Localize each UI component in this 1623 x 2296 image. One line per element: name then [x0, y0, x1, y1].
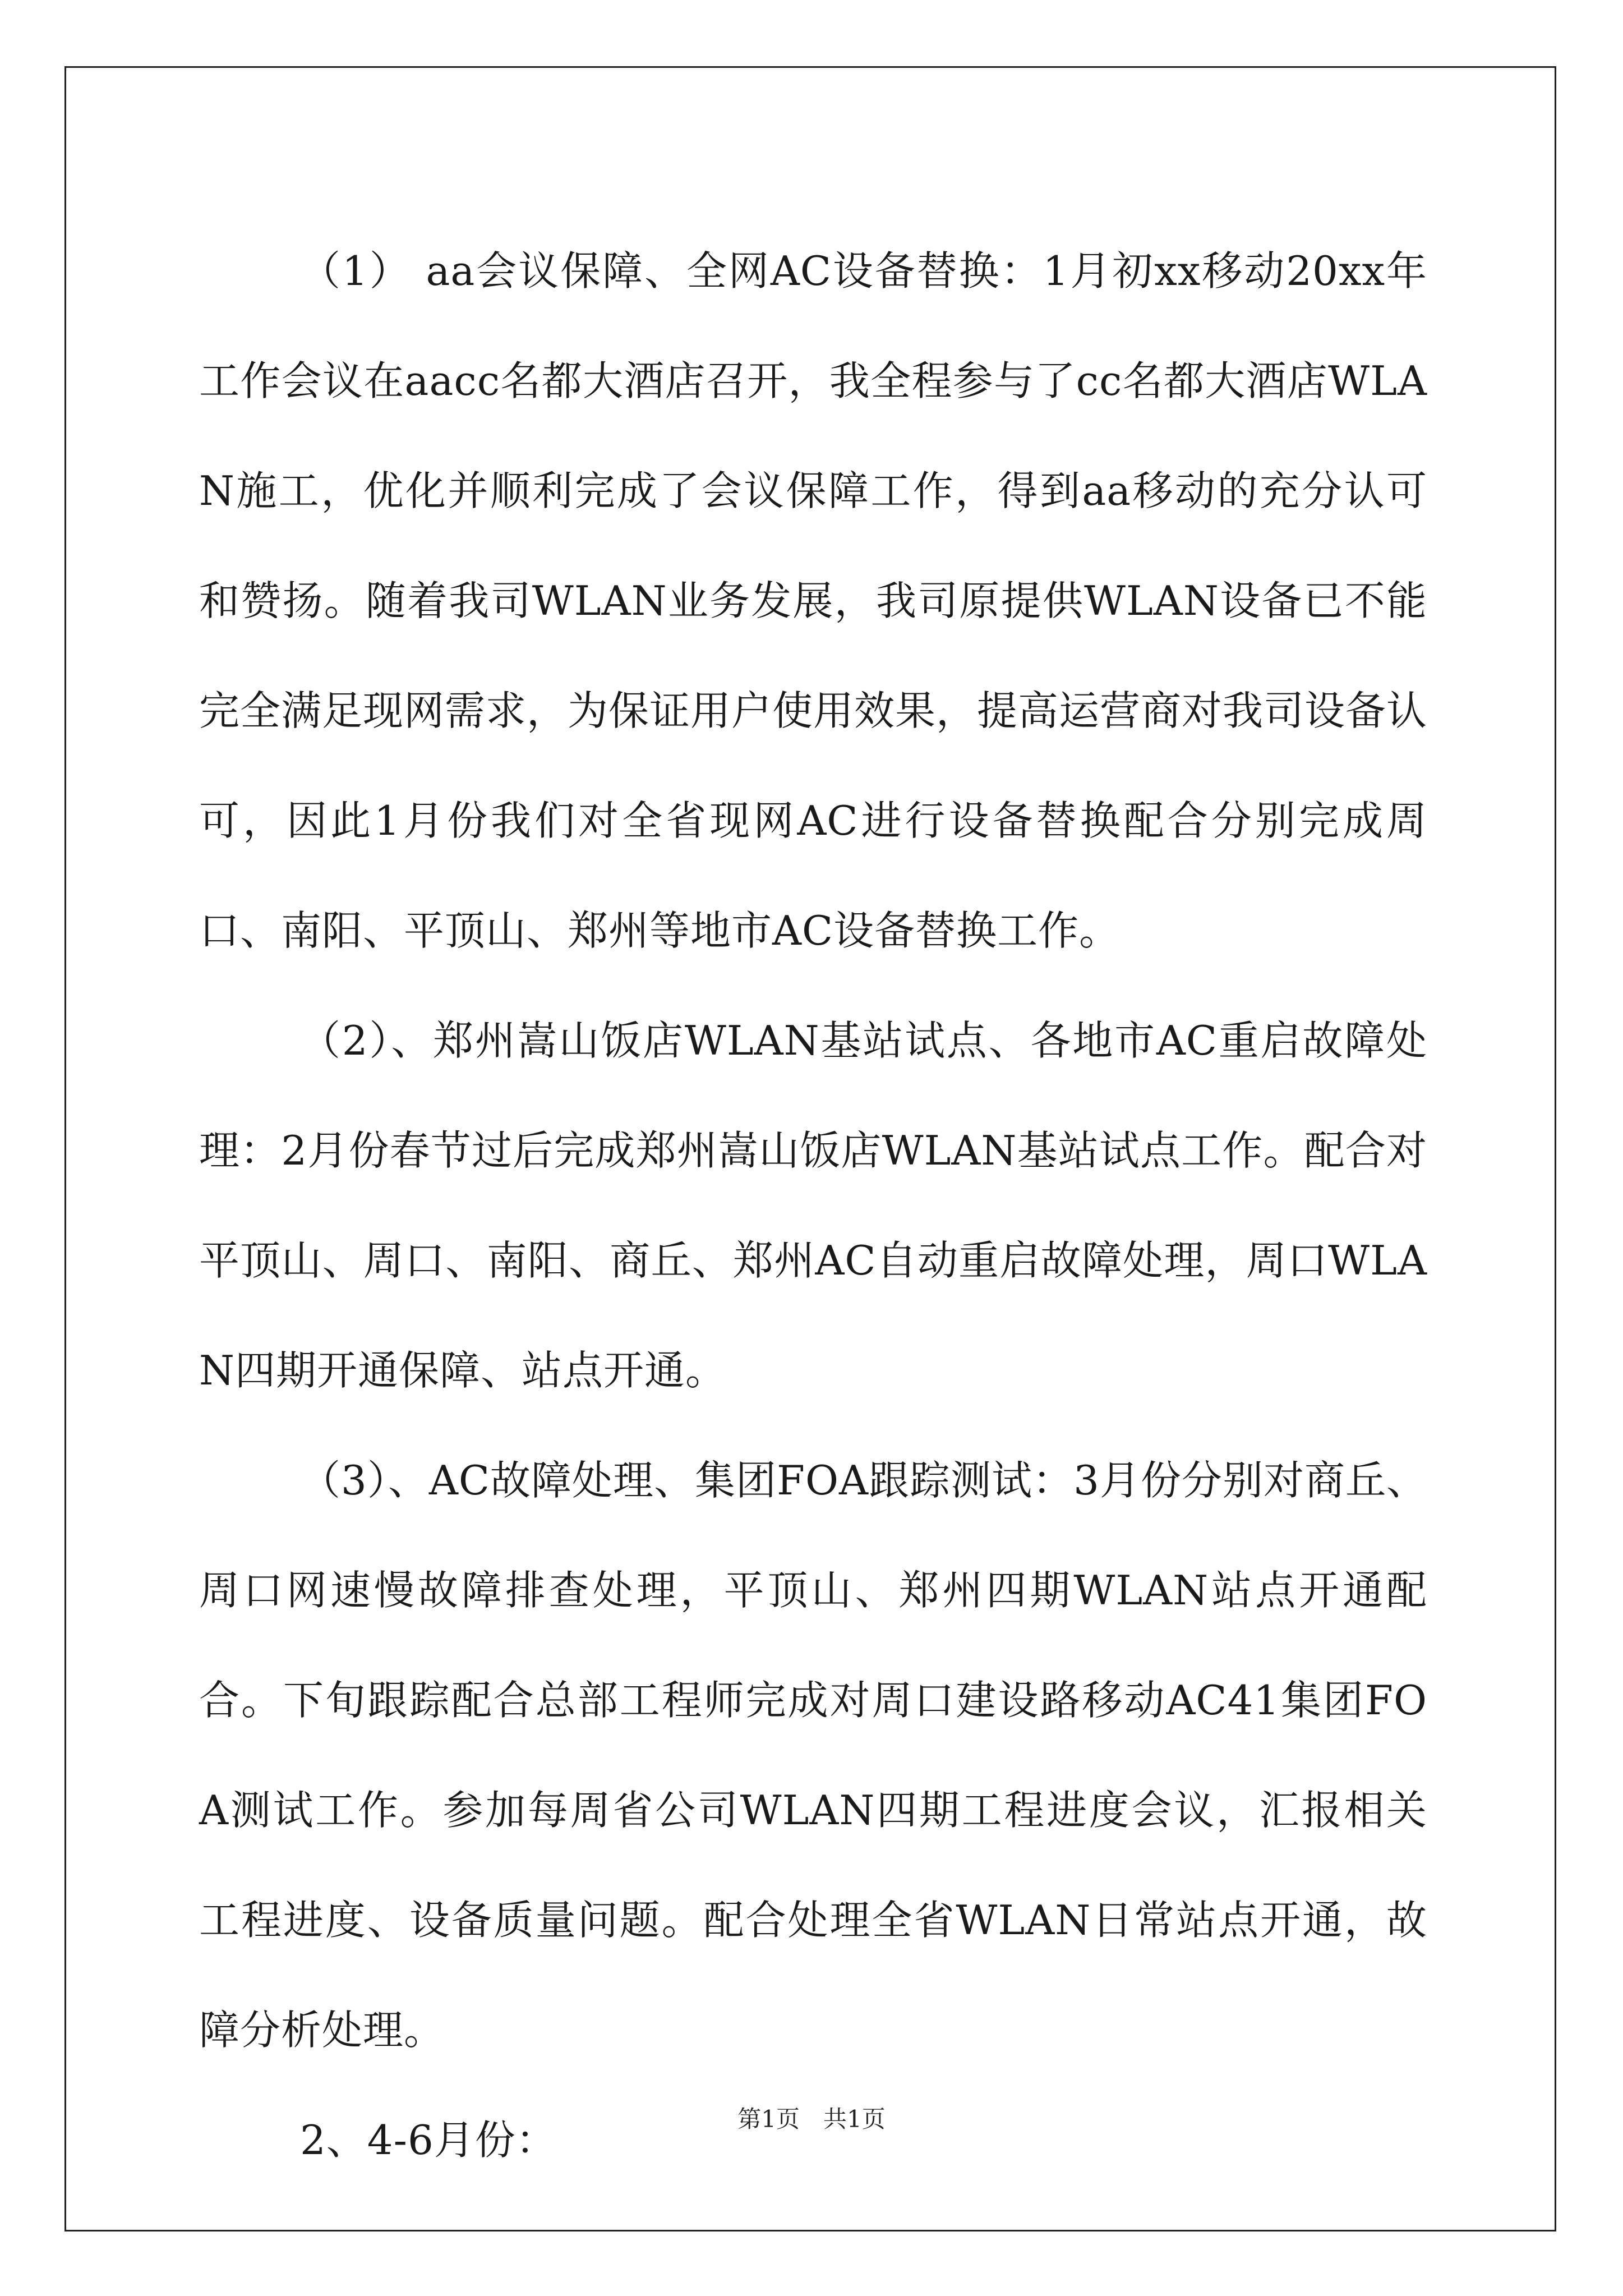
document-body [199, 216, 1427, 2195]
paragraph-1: （1） aa会议保障、全网AC设备替换：1月初xx移动20xx年工作会议在aacc名都大酒店召开，我全程参与了cc名都大酒店WLAN施工，优化并顺利完成了会议保障工作，得到aa移动的充分认可和赞扬。随着我司WLAN业务发展，我司原提供WLAN设备已不能完全满足现网需求，为保证用户使用效果，提高运营商对我司设备认可，因此1月份我们对全省现网AC进行设备替换配合分别完成周口、南阳、平顶山、郑州等地市AC设备替换工作。 [199, 247, 1428, 954]
paragraph-2: （2）、郑州嵩山饭店WLAN基站试点、各地市AC重启故障处理：2月份春节过后完成郑州嵩山饭店WLAN基站试点工作。配合对平顶山、周口、南阳、商丘、郑州AC自动重启故障处理，周口WLAN四期开通保障、站点开通。 [199, 1017, 1427, 1394]
paragraph-3: （3）、AC故障处理、集团FOA跟踪测试：3月份分别对商丘、周口网速慢故障排查处理，平顶山、郑州四期WLAN站点开通配合。下旬跟踪配合总部工程师完成对周口建设路移动AC41集团FOA测试工作。参加每周省公司WLAN四期工程进度会议，汇报相关工程进度、设备质量问题。配合处理全省WLAN日常站点开通，故障分析处理。 [199, 1457, 1427, 2054]
page-footer: 第1页 共1页 [737, 2105, 886, 2133]
section-heading: 2、4-6月份： [300, 2116, 557, 2164]
